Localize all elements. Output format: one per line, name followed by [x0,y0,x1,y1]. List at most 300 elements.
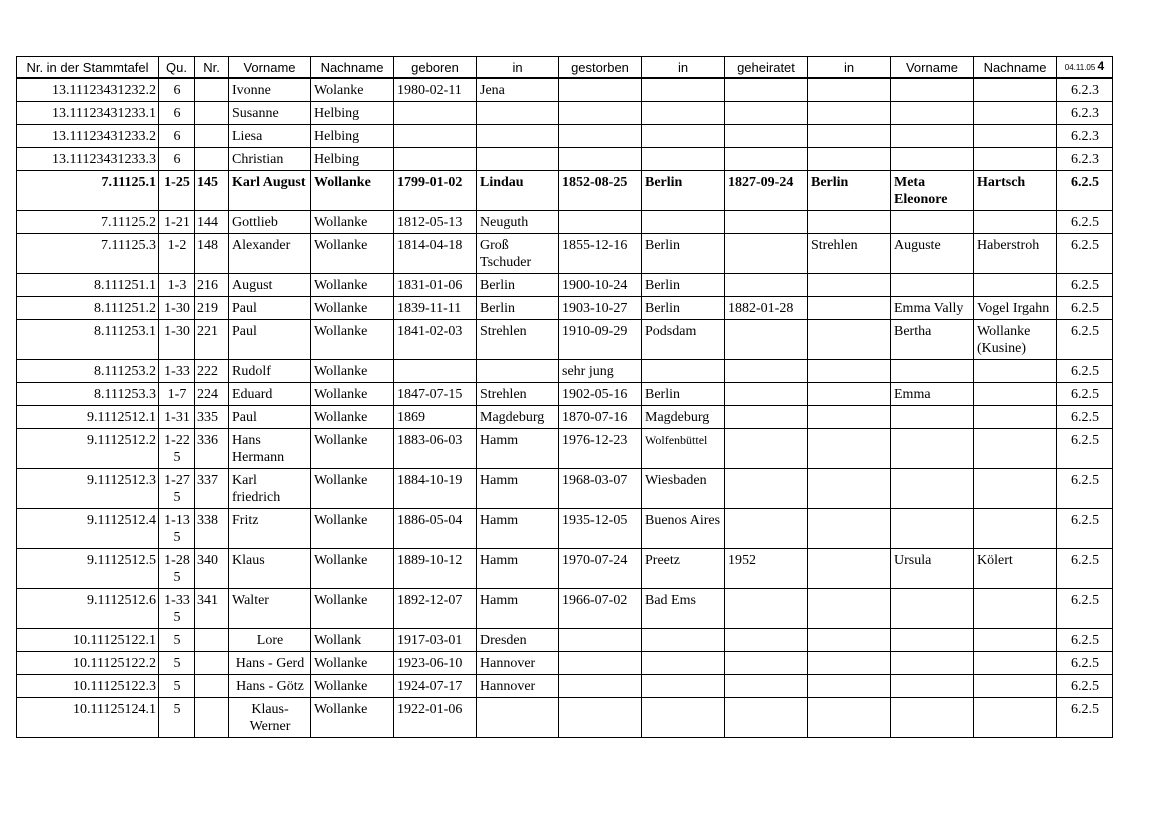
cell-partner-vorname [891,429,974,469]
cell-geheiratet-in [808,211,891,234]
cell-gestorben-in [642,360,725,383]
cell-nachname: Wollanke [311,234,394,274]
cell-version: 6.2.5 [1057,360,1113,383]
cell-gestorben-in [642,675,725,698]
cell-gestorben: sehr jung [559,360,642,383]
cell-stammtafel: 8.111251.2 [17,297,159,320]
cell-partner-vorname [891,125,974,148]
genealogy-table [16,56,1113,738]
cell-gestorben [559,211,642,234]
cell-stammtafel: 9.1112512.3 [17,469,159,509]
cell-vorname: Gottlieb [229,211,311,234]
cell-vorname: Susanne [229,102,311,125]
cell-nachname: Wollank [311,629,394,652]
cell-geheiratet-in [808,102,891,125]
cell-nr [195,675,229,698]
cell-nachname: Wollanke [311,509,394,549]
cell-geboren: 1799-01-02 [394,171,477,211]
cell-gestorben: 1970-07-24 [559,549,642,589]
cell-nachname: Wollanke [311,429,394,469]
cell-geboren-in: Hamm [477,589,559,629]
cell-geboren-in [477,360,559,383]
cell-vorname: Karl friedrich [229,469,311,509]
col-header-quelle: Qu. [159,57,195,79]
cell-geboren-in: Jena [477,78,559,102]
cell-geboren: 1847-07-15 [394,383,477,406]
table-row [17,469,1113,509]
cell-gestorben-in: Bad Ems [642,589,725,629]
cell-geheiratet-in [808,125,891,148]
cell-partner-vorname: Bertha [891,320,974,360]
cell-geheiratet [725,629,808,652]
table-row [17,589,1113,629]
cell-geheiratet [725,274,808,297]
table-row [17,406,1113,429]
table-row [17,383,1113,406]
cell-geboren: 1889-10-12 [394,549,477,589]
cell-geboren-in: Hamm [477,469,559,509]
cell-geboren-in: Dresden [477,629,559,652]
cell-gestorben [559,629,642,652]
cell-geheiratet-in [808,78,891,102]
cell-nr [195,125,229,148]
col-header-geheiratet: geheiratet [725,57,808,79]
cell-stammtafel: 9.1112512.4 [17,509,159,549]
cell-stammtafel: 8.111253.1 [17,320,159,360]
cell-quelle: 1-33 [159,360,195,383]
cell-nr: 340 [195,549,229,589]
cell-gestorben-in [642,652,725,675]
cell-version: 6.2.5 [1057,171,1113,211]
cell-nr: 341 [195,589,229,629]
cell-stammtafel: 10.11125124.1 [17,698,159,738]
cell-quelle: 1-33 5 [159,589,195,629]
cell-geheiratet [725,589,808,629]
col-header-gestorben: gestorben [559,57,642,79]
cell-partner-vorname: Emma Vally [891,297,974,320]
cell-partner-vorname [891,509,974,549]
cell-nr: 335 [195,406,229,429]
cell-gestorben-in [642,629,725,652]
cell-partner-vorname: Ursula [891,549,974,589]
cell-nr [195,78,229,102]
cell-version: 6.2.5 [1057,429,1113,469]
cell-partner-nachname [974,675,1057,698]
cell-nachname: Wollanke [311,211,394,234]
cell-geheiratet [725,406,808,429]
cell-nachname: Helbing [311,125,394,148]
cell-partner-nachname: Hartsch [974,171,1057,211]
cell-stammtafel: 9.1112512.2 [17,429,159,469]
cell-gestorben-in: Wiesbaden [642,469,725,509]
cell-gestorben: 1966-07-02 [559,589,642,629]
cell-partner-nachname: Kölert [974,549,1057,589]
cell-geboren: 1869 [394,406,477,429]
cell-partner-nachname [974,125,1057,148]
col-header-partner-nachname: Nachname [974,57,1057,79]
cell-gestorben-in: Magdeburg [642,406,725,429]
cell-partner-nachname [974,589,1057,629]
cell-version: 6.2.5 [1057,589,1113,629]
cell-nachname: Wollanke [311,297,394,320]
cell-stammtafel: 9.1112512.6 [17,589,159,629]
cell-partner-nachname [974,469,1057,509]
cell-version: 6.2.5 [1057,549,1113,589]
cell-geboren: 1924-07-17 [394,675,477,698]
cell-vorname: Klaus-Werner [229,698,311,738]
cell-geboren [394,148,477,171]
cell-quelle: 1-3 [159,274,195,297]
cell-partner-vorname: Auguste [891,234,974,274]
cell-nachname: Wollanke [311,469,394,509]
col-header-partner-vorname: Vorname [891,57,974,79]
cell-vorname: Eduard [229,383,311,406]
cell-partner-vorname: Meta Eleonore [891,171,974,211]
col-header-nr: Nr. [195,57,229,79]
cell-geheiratet-in [808,320,891,360]
cell-geboren [394,360,477,383]
col-header-geboren-in: in [477,57,559,79]
cell-partner-nachname: Haberstroh [974,234,1057,274]
cell-nachname: Wollanke [311,406,394,429]
table-row [17,297,1113,320]
cell-geheiratet [725,234,808,274]
cell-geheiratet [725,320,808,360]
cell-partner-vorname [891,469,974,509]
cell-gestorben: 1900-10-24 [559,274,642,297]
cell-nr [195,629,229,652]
cell-quelle: 1-31 [159,406,195,429]
cell-partner-nachname [974,102,1057,125]
cell-gestorben: 1855-12-16 [559,234,642,274]
cell-geheiratet: 1827-09-24 [725,171,808,211]
cell-stammtafel: 10.11125122.1 [17,629,159,652]
cell-nr: 216 [195,274,229,297]
cell-geboren-in [477,698,559,738]
cell-partner-vorname [891,78,974,102]
cell-geheiratet-in [808,297,891,320]
cell-stammtafel: 8.111253.3 [17,383,159,406]
table-row [17,652,1113,675]
cell-nr: 337 [195,469,229,509]
cell-stammtafel: 7.11125.3 [17,234,159,274]
cell-quelle: 1-2 [159,234,195,274]
cell-geheiratet [725,148,808,171]
cell-vorname: Liesa [229,125,311,148]
cell-stammtafel: 13.11123431233.1 [17,102,159,125]
header-row [17,57,1113,79]
cell-version: 6.2.5 [1057,274,1113,297]
col-header-geboren: geboren [394,57,477,79]
cell-stammtafel: 13.11123431233.2 [17,125,159,148]
cell-geheiratet [725,360,808,383]
cell-geboren-in: Hannover [477,652,559,675]
cell-gestorben [559,78,642,102]
cell-geboren: 1883-06-03 [394,429,477,469]
cell-version: 6.2.5 [1057,297,1113,320]
cell-partner-vorname [891,406,974,429]
cell-nachname: Wolanke [311,78,394,102]
cell-geboren: 1884-10-19 [394,469,477,509]
cell-geboren-in: Strehlen [477,320,559,360]
cell-vorname: August [229,274,311,297]
cell-vorname: Christian [229,148,311,171]
table-row [17,211,1113,234]
cell-geboren-in: Strehlen [477,383,559,406]
cell-version: 6.2.5 [1057,509,1113,549]
cell-gestorben: 1902-05-16 [559,383,642,406]
cell-nr [195,698,229,738]
cell-geheiratet-in [808,360,891,383]
cell-geheiratet [725,429,808,469]
cell-stammtafel: 7.11125.1 [17,171,159,211]
table-row [17,429,1113,469]
cell-quelle: 1-13 5 [159,509,195,549]
cell-partner-vorname [891,589,974,629]
cell-partner-nachname [974,360,1057,383]
cell-partner-vorname [891,211,974,234]
cell-vorname: Paul [229,297,311,320]
cell-geheiratet-in [808,148,891,171]
cell-partner-vorname [891,274,974,297]
cell-geboren-in [477,148,559,171]
cell-geheiratet-in: Strehlen [808,234,891,274]
cell-geheiratet: 1882-01-28 [725,297,808,320]
table-row [17,274,1113,297]
cell-geheiratet-in [808,675,891,698]
cell-geboren: 1923-06-10 [394,652,477,675]
cell-gestorben: 1968-03-07 [559,469,642,509]
cell-quelle: 1-25 [159,171,195,211]
cell-vorname: Karl August [229,171,311,211]
cell-nr [195,148,229,171]
cell-nachname: Helbing [311,148,394,171]
cell-nr [195,102,229,125]
cell-version: 6.2.5 [1057,383,1113,406]
cell-stammtafel: 10.11125122.3 [17,675,159,698]
cell-geboren-in: Magdeburg [477,406,559,429]
cell-nachname: Wollanke [311,652,394,675]
cell-geboren-in: Berlin [477,297,559,320]
cell-geheiratet [725,125,808,148]
cell-geboren [394,125,477,148]
cell-partner-vorname [891,675,974,698]
cell-stammtafel: 8.111253.2 [17,360,159,383]
table-row [17,102,1113,125]
cell-version: 6.2.3 [1057,125,1113,148]
cell-geboren-in: Hannover [477,675,559,698]
cell-geboren-in: Berlin [477,274,559,297]
cell-nr [195,652,229,675]
cell-nachname: Helbing [311,102,394,125]
cell-nr: 336 [195,429,229,469]
table-row [17,360,1113,383]
cell-geboren: 1831-01-06 [394,274,477,297]
cell-gestorben-in: Berlin [642,383,725,406]
cell-gestorben [559,675,642,698]
cell-partner-vorname: Emma [891,383,974,406]
cell-stammtafel: 7.11125.2 [17,211,159,234]
cell-geheiratet-in [808,429,891,469]
cell-nachname: Wollanke [311,360,394,383]
cell-quelle: 1-7 [159,383,195,406]
cell-nr: 221 [195,320,229,360]
cell-partner-vorname [891,148,974,171]
cell-geboren: 1892-12-07 [394,589,477,629]
cell-gestorben-in: Buenos Aires [642,509,725,549]
cell-geheiratet [725,469,808,509]
cell-quelle: 6 [159,102,195,125]
table-row [17,698,1113,738]
cell-quelle: 1-22 5 [159,429,195,469]
cell-geheiratet-in [808,549,891,589]
cell-version: 6.2.3 [1057,148,1113,171]
table-row [17,320,1113,360]
cell-gestorben-in: Preetz [642,549,725,589]
cell-vorname: Lore [229,629,311,652]
cell-stammtafel: 13.11123431232.2 [17,78,159,102]
cell-geboren-in [477,102,559,125]
cell-partner-nachname [974,383,1057,406]
cell-partner-nachname [974,274,1057,297]
cell-gestorben [559,698,642,738]
cell-quelle: 1-28 5 [159,549,195,589]
cell-quelle: 1-30 [159,320,195,360]
cell-geheiratet [725,509,808,549]
cell-vorname: Ivonne [229,78,311,102]
cell-version: 6.2.3 [1057,78,1113,102]
cell-gestorben-in [642,211,725,234]
cell-quelle: 6 [159,148,195,171]
cell-stammtafel: 13.11123431233.3 [17,148,159,171]
cell-gestorben-in [642,698,725,738]
cell-stammtafel: 9.1112512.1 [17,406,159,429]
cell-quelle: 5 [159,629,195,652]
cell-geboren-in: Groß Tschuder [477,234,559,274]
cell-version: 6.2.5 [1057,698,1113,738]
cell-gestorben-in: Berlin [642,171,725,211]
table-row [17,171,1113,211]
cell-nr: 145 [195,171,229,211]
cell-stammtafel: 8.111251.1 [17,274,159,297]
cell-partner-vorname [891,698,974,738]
cell-nachname: Wollanke [311,549,394,589]
cell-gestorben-in: Wolfenbüttel [642,429,725,469]
col-header-nachname: Nachname [311,57,394,79]
table-row [17,629,1113,652]
cell-partner-nachname: Vogel Irgahn [974,297,1057,320]
cell-quelle: 5 [159,652,195,675]
cell-partner-nachname [974,148,1057,171]
cell-geheiratet-in [808,383,891,406]
cell-geboren-in: Hamm [477,429,559,469]
cell-partner-nachname [974,406,1057,429]
cell-nachname: Wollanke [311,383,394,406]
cell-gestorben: 1976-12-23 [559,429,642,469]
cell-version: 6.2.5 [1057,469,1113,509]
cell-geboren: 1814-04-18 [394,234,477,274]
cell-gestorben-in [642,148,725,171]
cell-geboren-in [477,125,559,148]
cell-nachname: Wollanke [311,675,394,698]
cell-quelle: 6 [159,78,195,102]
col-header-geheiratet-in: in [808,57,891,79]
cell-geheiratet [725,102,808,125]
cell-geboren-in: Hamm [477,509,559,549]
cell-quelle: 1-30 [159,297,195,320]
cell-nachname: Wollanke [311,698,394,738]
cell-nachname: Wollanke [311,589,394,629]
cell-partner-nachname [974,211,1057,234]
cell-gestorben [559,102,642,125]
cell-partner-vorname [891,652,974,675]
cell-geheiratet [725,652,808,675]
cell-gestorben-in: Berlin [642,234,725,274]
cell-geboren: 1917-03-01 [394,629,477,652]
cell-geboren-in: Hamm [477,549,559,589]
cell-vorname: Paul [229,320,311,360]
cell-geheiratet-in: Berlin [808,171,891,211]
cell-version: 6.2.3 [1057,102,1113,125]
cell-gestorben: 1935-12-05 [559,509,642,549]
cell-partner-nachname [974,78,1057,102]
cell-geheiratet [725,78,808,102]
cell-nr: 144 [195,211,229,234]
cell-geboren-in: Neuguth [477,211,559,234]
table-row [17,675,1113,698]
cell-quelle: 5 [159,698,195,738]
cell-partner-vorname [891,629,974,652]
cell-geboren: 1812-05-13 [394,211,477,234]
cell-geheiratet-in [808,698,891,738]
cell-partner-nachname [974,629,1057,652]
cell-geheiratet-in [808,406,891,429]
cell-gestorben-in: Podsdam [642,320,725,360]
cell-gestorben [559,125,642,148]
table-row [17,549,1113,589]
cell-geheiratet-in [808,469,891,509]
cell-nr: 148 [195,234,229,274]
cell-version: 6.2.5 [1057,675,1113,698]
cell-geboren: 1839-11-11 [394,297,477,320]
table-row [17,234,1113,274]
cell-vorname: Klaus [229,549,311,589]
cell-version: 6.2.5 [1057,211,1113,234]
cell-geheiratet-in [808,274,891,297]
col-header-vorname: Vorname [229,57,311,79]
cell-gestorben [559,148,642,171]
cell-geheiratet: 1952 [725,549,808,589]
print-date: 04.11.05 [1064,63,1096,72]
cell-vorname: Rudolf [229,360,311,383]
cell-gestorben: 1852-08-25 [559,171,642,211]
cell-geboren: 1886-05-04 [394,509,477,549]
cell-version: 6.2.5 [1057,629,1113,652]
cell-gestorben-in [642,78,725,102]
cell-geboren: 1841-02-03 [394,320,477,360]
cell-partner-nachname [974,652,1057,675]
cell-gestorben: 1903-10-27 [559,297,642,320]
cell-partner-nachname [974,698,1057,738]
cell-geboren [394,102,477,125]
cell-partner-vorname [891,360,974,383]
table-row [17,148,1113,171]
cell-gestorben-in: Berlin [642,274,725,297]
cell-nr: 224 [195,383,229,406]
cell-quelle: 5 [159,675,195,698]
cell-quelle: 6 [159,125,195,148]
cell-geboren: 1980-02-11 [394,78,477,102]
